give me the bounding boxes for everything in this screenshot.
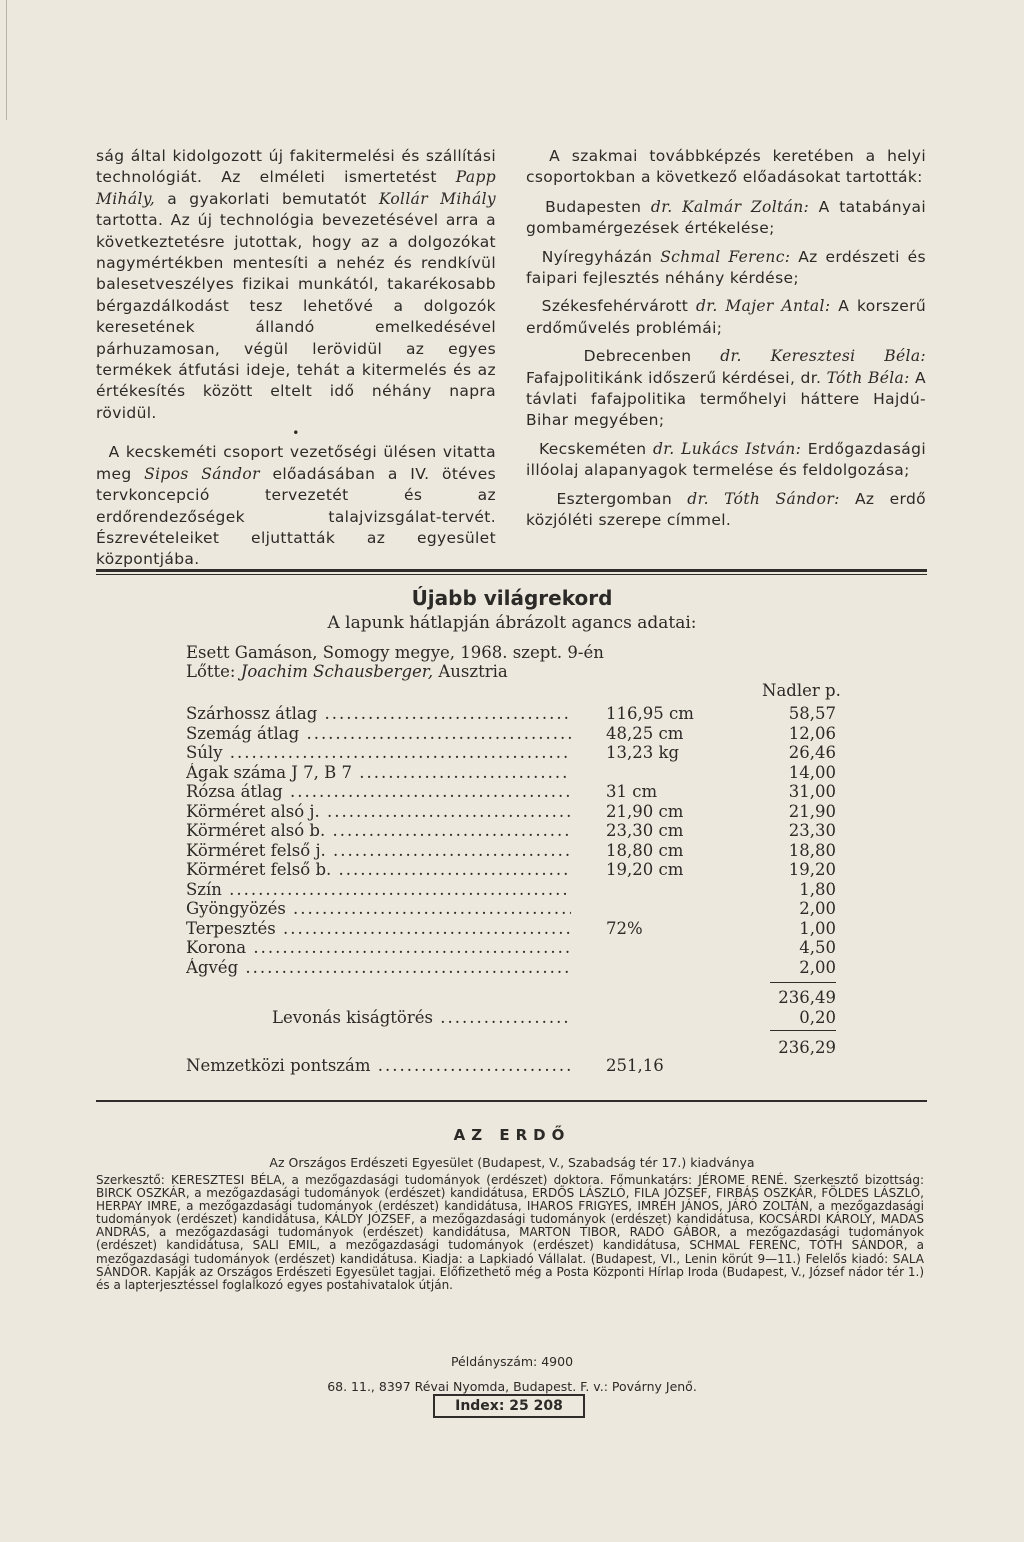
colophon-divider: [96, 1100, 927, 1102]
table-row: Rózsa átlag ..... 31 cm 31,00: [186, 782, 836, 802]
sum-line: [770, 1030, 836, 1031]
shooter-name: Joachim Schausberger,: [240, 662, 434, 681]
name-sipos-sandor: Sipos Sándor: [144, 464, 260, 483]
section-divider-thick: [96, 569, 927, 572]
left-paragraph-2: A kecskeméti csoport vezetőségi ülésen vitatta meg Sipos Sándor előadásában a IV. ötéves tervkoncepció tervezetét és az erdőrendezőségek talajvizsgálat-tervét. Észrevételeiket eljuttatták az egyesület központjába.: [96, 443, 497, 569]
table-row: Szárhossz átlag ..... 116,95 cm 58,57: [186, 704, 836, 724]
subtotal-row: 236,49: [778, 988, 836, 1007]
right-intro: A szakmai továbbképzés keretében a helyi csoportokban a következő előadásokat tartották:: [526, 147, 926, 187]
table-row: Terpesztés ..... 72% 1,00: [186, 919, 836, 939]
table-row: Körméret alsó j. ..... 21,90 cm 21,90: [186, 802, 836, 822]
table-row: Korona ..... 4,50: [186, 938, 836, 958]
table-row: Körméret felső j. ..... 18,80 cm 18,80: [186, 841, 836, 861]
lecture-item: Esztergomban dr. Tóth Sándor: Az erdő közjóléti szerepe címmel.: [526, 489, 927, 530]
name-kollar-mihaly: Kollár Mihály: [378, 189, 497, 208]
section-divider-thin: [96, 574, 927, 575]
world-record-place: Esett Gamáson, Somogy megye, 1968. szept. 9-én: [186, 643, 604, 662]
table-row: Ágak száma J 7, B 7 ..... 14,00: [186, 763, 836, 783]
international-score-row: Nemzetközi pontszám ..... 251,16: [186, 1056, 836, 1076]
table-row: Körméret felső b. ..... 19,20 cm 19,20: [186, 860, 836, 880]
colophon-publisher: Az Országos Erdészeti Egyesület (Budapest, V., Szabadság tér 17.) kiadványa: [269, 1155, 755, 1170]
world-record-subtitle: A lapunk hátlapján ábrázolt agancs adatai:: [327, 613, 697, 633]
right-column: [526, 146, 926, 571]
lecture-item: Budapesten dr. Kalmár Zoltán: A tatabányai gombamérgezések értékelése;: [526, 197, 926, 238]
table-row: Súly ..... 13,23 kg 26,46: [186, 743, 836, 763]
deduction-row: Levonás kiságtörés ..... 0,20: [186, 1008, 836, 1028]
colophon-body: Szerkesztő: KERESZTESI BÉLA, a mezőgazdasági tudományok (erdészet) doktora. Főmunkatárs: JÉROME RENÉ. Szerkesztő bizottság: BIRCK OSZKÁR, a mezőgazdasági tudományok (erdészet) kandidátusa, ERDŐS LÁSZLÓ, FILA JÓZSEF, FIRBÁS OSZKÁR, FÖLDES LÁSZLÓ, HERPAY IMRE, a mezőgazdasági tudományok (erdészet) kandidátusa, IHAROS FRIGYES, IMREH JÁNOS, JÁRÓ ZOLTÁN, a mezőgazdasági tudományok (erdészet) kandidátusa, KÁLDY JÓZSEF, a mezőgazdasági tudományok (erdészet) kandidátusa, KOCSÁRDI KÁROLY, MADAS ANDRÁS, a mezőgazdasági tudományok (erdészet) kandidátusa, MARTON TIBOR, RADÓ GÁBOR, a mezőgazdasági tudományok (erdészet) kandidátusa, SALI EMIL, a mezőgazdasági tudományok (erdészet) kandidátusa, SCHMAL FERENC, TÓTH SÁNDOR, a mezőgazdasági tudományok (erdészet) kandidátusa. Kiadja: a Lapkiadó Vállalat. (Budapest, VI., Lenin körút 9—11.) Felelős kiadó: SALA SÁNDOR. Kapják az Országos Erdészeti Egyesület tagjai. Előfizethető még a Posta Központi Hírlap Iroda (Budapest, V., József nádor tér 1.) és a lapterjesztéssel foglalkozó egyes postahivatalok útján.: [96, 1173, 924, 1292]
lecture-item: Debrecenben dr. Keresztesi Béla: Fafajpolitikánk időszerű kérdései, dr. Tóth Béla: A távlati fafajpolitika termőhelyi háttere Hajdú-Bihar megyében;: [526, 347, 927, 430]
table-row: Gyöngyözés ..... 2,00: [186, 899, 836, 919]
table-row: Körméret alsó b. ..... 23,30 cm 23,30: [186, 821, 836, 841]
two-column-text: [96, 146, 926, 571]
left-column: [96, 146, 496, 571]
lecture-item: Kecskeméten dr. Lukács István: Erdőgazdasági illóolaj alapanyagok termelése és feldolgozása;: [526, 439, 926, 480]
bullet-separator: •: [292, 426, 300, 441]
world-record-shooter: Lőtte: Joachim Schausberger, Ausztria: [186, 662, 508, 681]
colophon-title: AZ ERDŐ: [453, 1126, 571, 1144]
colophon-copies: Példányszám: 4900: [450, 1354, 574, 1369]
lecture-item: Nyíregyházán Schmal Ferenc: Az erdészeti és faipari fejlesztés néhány kérdése;: [526, 247, 926, 288]
world-record-title: Újabb világrekord: [411, 586, 613, 610]
name-papp-mihaly: Papp Mihály,: [96, 168, 496, 208]
page-fold-line: [6, 0, 7, 120]
sum-line: [770, 982, 836, 983]
table-row: Szín ..... 1,80: [186, 880, 836, 900]
index-number: Index: 25 208: [433, 1394, 585, 1418]
total-row: 236,29: [778, 1038, 836, 1057]
lecture-item: Székesfehérvárott dr. Majer Antal: A korszerű erdőművelés problémái;: [526, 297, 927, 337]
table-row: Szemág átlag ..... 48,25 cm 12,06: [186, 724, 836, 744]
left-paragraph-1: ság által kidolgozott új fakitermelési és szállítási technológiát. Az elméleti ismertetést Papp Mihály, a gyakorlati bemutatót Kollár Mihály tartotta. Az új technológia bevezetésével arra a következtetésre jutottak, hogy az a dolgozókat nagymértékben mentesíti a nehéz és rendkívül balesetveszélyes fizikai munkától, takarékosabb bérgazdálkodást tesz lehetővé a dolgozók keresetének állandó emelkedésével párhuzamosan, végül lerövidül az egyes termékek átfutási ideje, tehát a kitermelés és az értékesítés között eltelt idő néhány napra rövidül.: [96, 147, 497, 422]
table-row: Ágvég ..... 2,00: [186, 958, 836, 978]
points-header: Nadler p.: [762, 681, 841, 700]
colophon-printing: 68. 11., 8397 Révai Nyomda, Budapest. F. v.: Povárny Jenő.: [327, 1379, 697, 1394]
